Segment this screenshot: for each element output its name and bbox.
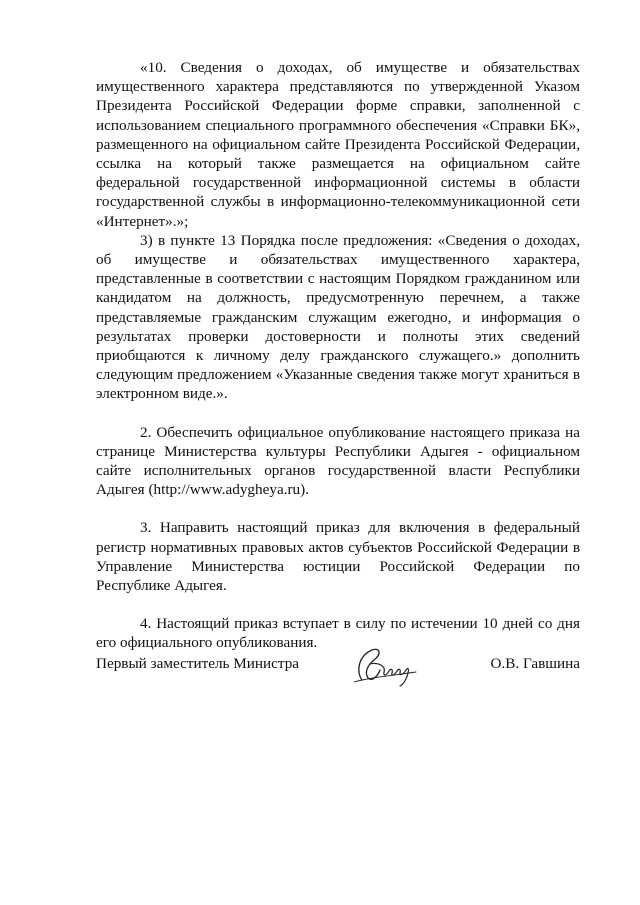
signatory-name: О.В. Гавшина xyxy=(490,655,580,672)
signatory-position: Первый заместитель Министра xyxy=(96,655,300,672)
document-body xyxy=(96,58,580,653)
signature-block xyxy=(96,648,580,688)
paragraph-item-4-effective-date: 4. Настоящий приказ вступает в силу по истечении 10 дней со дня его официального опубликования. xyxy=(96,615,580,652)
paragraph-subitem-3: 3) в пункте 13 Порядка после предложения: «Сведения о доходах, об имуществе и обязательствах имущественного характера, представленные в соответствии с настоящим Порядком гражданином или кандидатом на должность, предусмотренную перечнем, а также представляемые гражданским служащим ежегодно, и информация о результатах проверки достоверности и полноты этих сведений приобщаются к личному делу гражданского служащего.» дополнить следующим предложением «Указанные сведения также могут храниться в электронном виде.». xyxy=(96,231,580,403)
paragraph-item-3-registration: 3. Направить настоящий приказ для включения в федеральный регистр нормативных правовых актов субъектов Российской Федерации в Управление Министерства юстиции Российской Федерации по Республике Адыгея. xyxy=(96,519,580,595)
paragraph-item-2-publication: 2. Обеспечить официальное опубликование настоящего приказа на странице Министерства культуры Республики Адыгея - официальном сайте исполнительных органов государственной власти Республики Адыгея (http://www.adygheya.ru). xyxy=(96,423,580,499)
handwritten-signature xyxy=(348,642,422,688)
paragraph-item-10-text: «10. Сведения о доходах, об имуществе и обязательствах имущественного характера представляются по утвержденной Указом Президента Российской Федерации форме справки, заполненной с использованием специального программного обеспечения «Справки БК», размещенного на официальном сайте Президента Российской Федерации, ссылка на который также размещается на официальном сайте федеральной государственной информационной системы в области государственной службы в информационно-телекоммуникационной сети «Интернет».»; xyxy=(96,59,580,230)
